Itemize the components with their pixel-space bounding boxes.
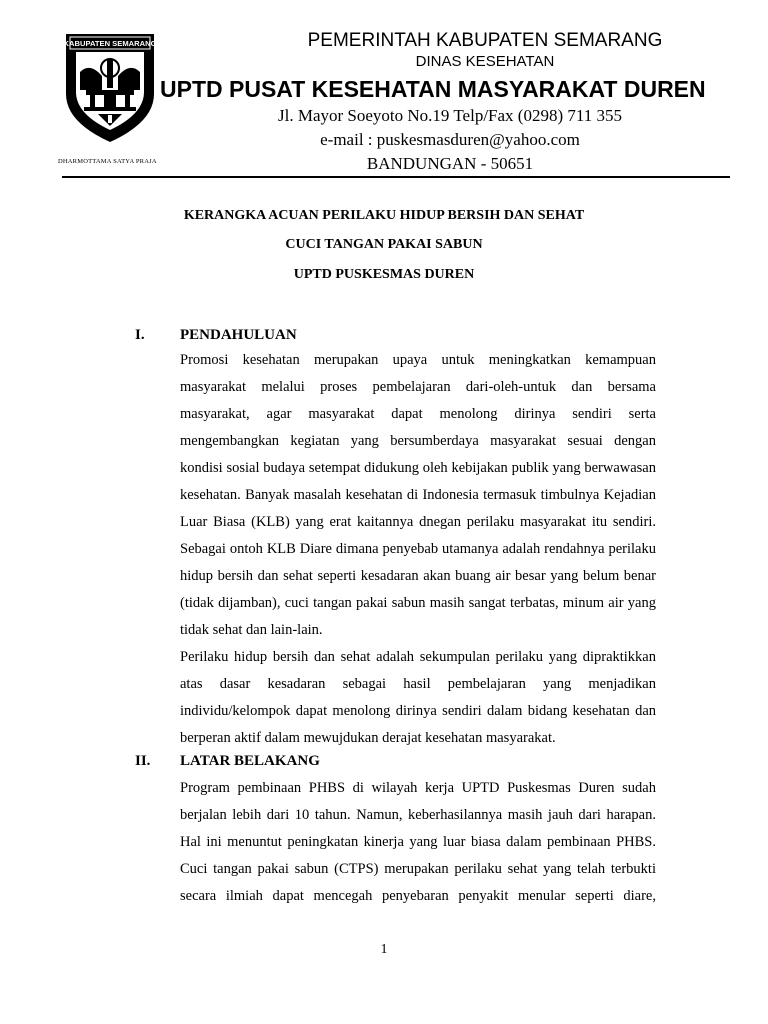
- logo-motto: DHARMOTTAMA SATYA PRAJA: [58, 158, 157, 165]
- paragraph: Program pembinaan PHBS di wilayah kerja UPTD Puskesmas Duren sudah berjalan lebih dari 10 tahun. Namun, keberhasilannya masih jauh dari harapan. Hal ini menuntut peningkatan kinerja yang luar biasa dalam pembinaan PHBS. Cuci tangan pakai sabun (CTPS) merupakan perilaku sehat yang telah terbukti secara ilmiah dapat mencegah penyebaran penyakit menular seperti diare,: [180, 780, 656, 904]
- document-subtitle: CUCI TANGAN PAKAI SABUN: [285, 237, 483, 252]
- section-number: I.: [135, 327, 145, 343]
- letterhead-department: DINAS KESEHATAN: [415, 53, 555, 70]
- letterhead-email: e-mail : puskesmasduren@yahoo.com: [320, 130, 580, 149]
- letterhead-government: PEMERINTAH KABUPATEN SEMARANG: [307, 30, 663, 51]
- section-heading: PENDAHULUAN: [180, 327, 297, 343]
- section-number: II.: [135, 753, 151, 769]
- letterhead-divider: [62, 176, 730, 178]
- letterhead-city: BANDUNGAN - 50651: [366, 154, 534, 173]
- document-title: KERANGKA ACUAN PERILAKU HIDUP BERSIH DAN SEHAT: [183, 208, 585, 223]
- svg-text:KABUPATEN SEMARANG: KABUPATEN SEMARANG: [64, 39, 156, 48]
- page-number: 1: [380, 942, 388, 957]
- regency-crest-logo: [64, 32, 156, 144]
- paragraph: Promosi kesehatan merupakan upaya untuk meningkatkan kemampuan masyarakat melalui proses pembelajaran dari-oleh-untuk dan bersama masyarakat, agar masyarakat dapat menolong dirinya sendiri serta mengembangkan kegiatan yang bersumberdaya masyarakat sesuai dengan kondisi sosial budaya setempat didukung oleh kebijakan publik yang berwawasan kesehatan. Banyak masalah kesehatan di Indonesia termasuk timbulnya Kejadian Luar Biasa (KLB) yang erat kaitannya dnegan perilaku masyarakat itu sendiri. Sebagai ontoh KLB Diare dimana penyebab utamanya adalah rendahnya perilaku hidup bersih dan sehat seperti kesadaran akan buang air besar yang belum benar (tidak dijamban), cuci tangan pakai sabun masih sangat terbatas, minum air yang tidak sehat dan lain-lain.: [180, 352, 656, 638]
- letterhead-institution: UPTD PUSAT KESEHATAN MASYARAKAT DUREN: [160, 76, 706, 102]
- document-unit: UPTD PUSKESMAS DUREN: [293, 267, 475, 282]
- section-heading: LATAR BELAKANG: [180, 753, 320, 769]
- letterhead-address: Jl. Mayor Soeyoto No.19 Telp/Fax (0298) 711 355: [278, 106, 622, 125]
- paragraph: Perilaku hidup bersih dan sehat adalah sekumpulan perilaku yang dipraktikkan atas dasar kesadaran sebagai hasil pembelajaran yang menjadikan individu/kelompok dapat menolong dirinya sendiri dalam bidang kesehatan dan berperan aktif dalam mewujdukan derajat kesehatan masyarakat.: [180, 649, 656, 746]
